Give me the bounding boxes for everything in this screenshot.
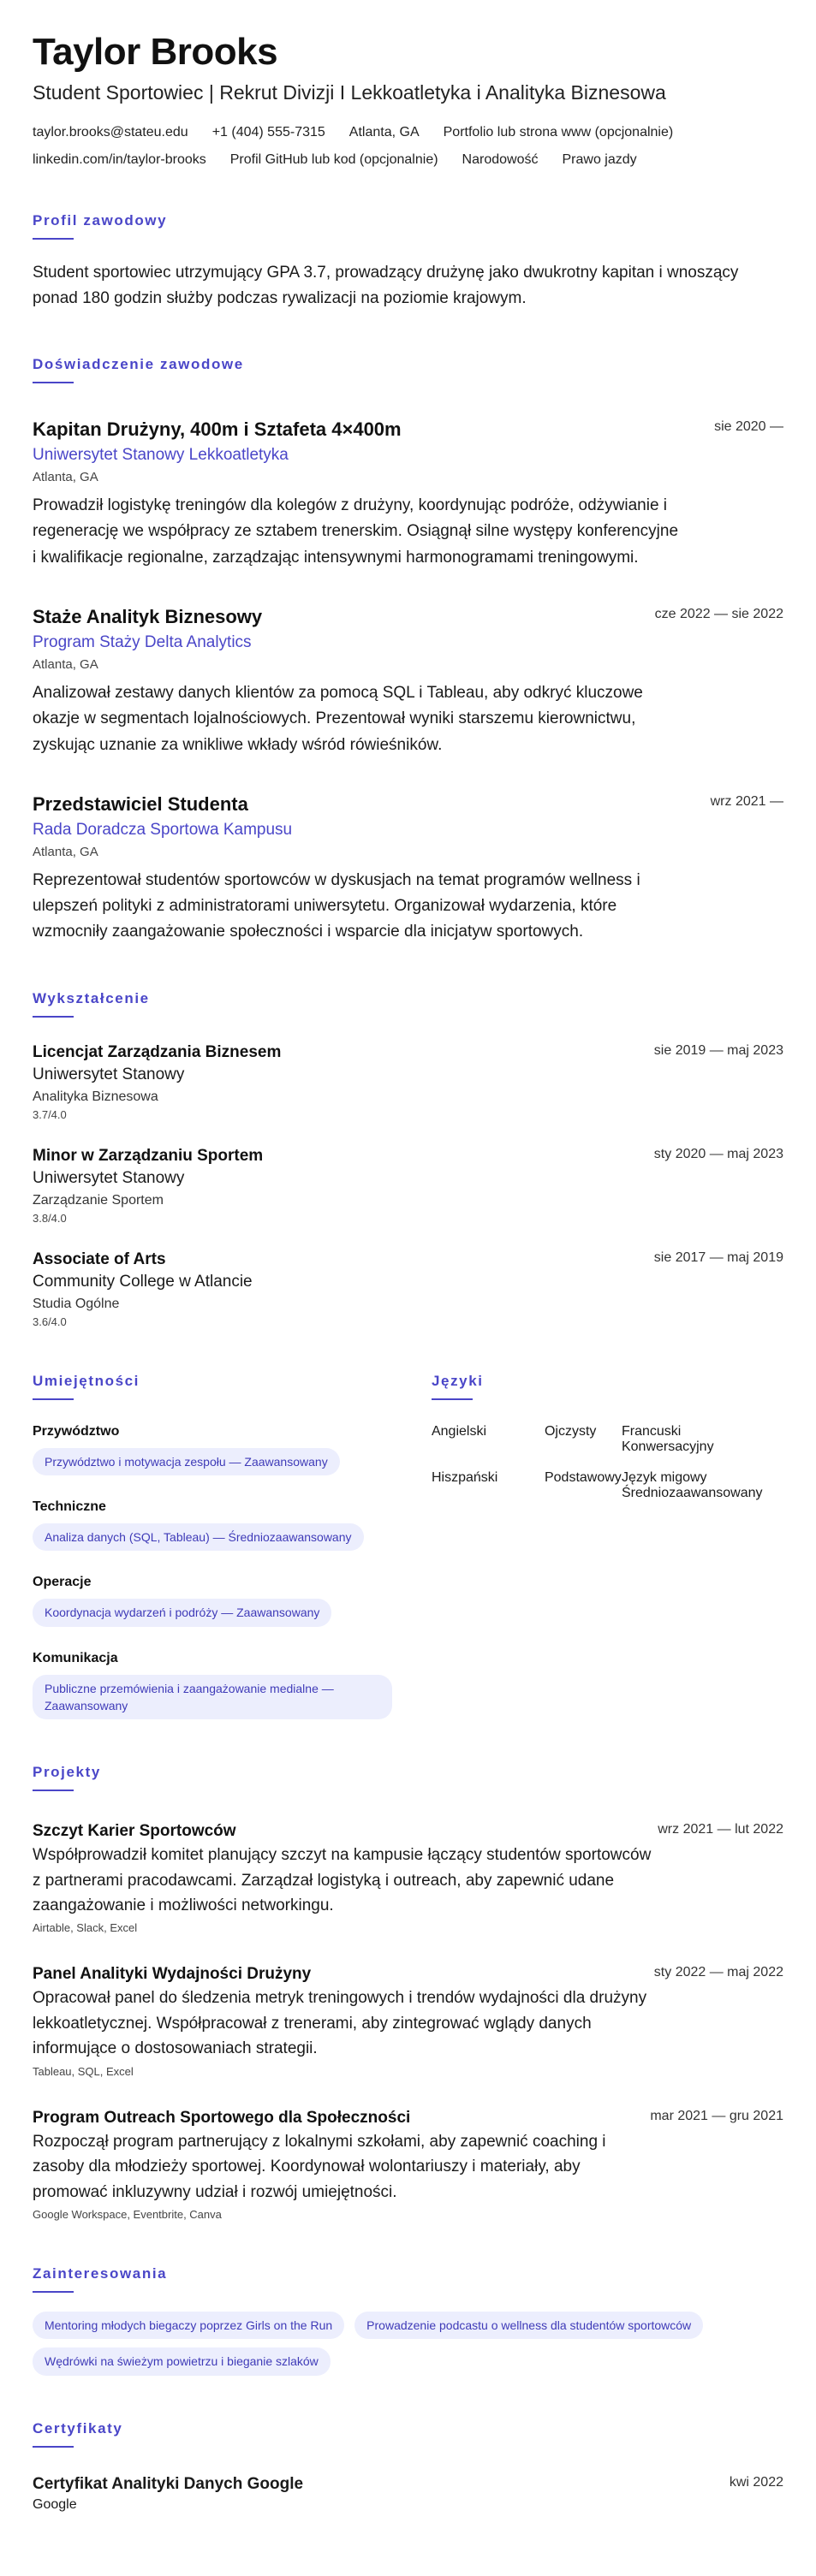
section-divider — [33, 382, 74, 383]
language-extra: Francuski Konwersacyjny — [621, 1423, 714, 1454]
project-date: wrz 2021 — lut 2022 — [658, 1822, 783, 1837]
candidate-headline: Student Sportowiec | Rekrut Divizji I Lekkoatletyka i Analityka Biznesowa — [33, 80, 666, 104]
employer-name: Rada Doradcza Sportowa Kampusu — [33, 820, 293, 839]
project-entry — [33, 1965, 783, 2077]
contact-list — [33, 125, 783, 168]
experience-entry — [33, 605, 783, 758]
skill-pill: Przywództwo i motywacja zespołu — Zaawansowany — [33, 1448, 340, 1475]
contact-portfolio[interactable]: Portfolio lub strona www (opcjonalnie) — [443, 124, 674, 139]
certificates-section — [33, 2420, 783, 2513]
candidate-name: Taylor Brooks — [33, 31, 278, 73]
education-section — [33, 990, 783, 1328]
project-entry — [33, 1822, 783, 1934]
language-extra: Język migowy Średniozaawansowany — [621, 1469, 763, 1500]
skill-category: Przywództwo — [33, 1423, 120, 1439]
section-title-languages: Języki — [431, 1372, 484, 1389]
skill-category: Techniczne — [33, 1499, 106, 1514]
interest-pill: Wędrówki na świeżym powietrzu i bieganie szlaków — [33, 2347, 331, 2375]
job-title: Kapitan Drużyny, 400m i Sztafeta 4×400m — [33, 418, 402, 441]
education-entry — [33, 1147, 783, 1225]
skill-category: Operacje — [33, 1575, 92, 1590]
contact-linkedin[interactable]: linkedin.com/in/taylor-brooks — [33, 151, 206, 167]
profile-summary: Student sportowiec utrzymujący GPA 3.7, prowadzący drużynę jako dwukrotny kapitan i wnoszący ponad 180 godzin służby podczas rywalizacji na poziomie krajowym. — [33, 263, 739, 307]
contact-github[interactable]: Profil GitHub lub kod (opcjonalnie) — [229, 151, 438, 167]
gpa: 3.7/4.0 — [33, 1107, 67, 1121]
contact-email[interactable]: taylor.brooks@stateu.edu — [33, 124, 188, 139]
education-entry — [33, 1250, 783, 1328]
skill-pill: Analiza danych (SQL, Tableau) — Średniozaawansowany — [33, 1523, 364, 1551]
section-divider — [33, 1398, 74, 1400]
language-row — [432, 1424, 783, 1455]
degree-title: Licencjat Zarządzania Biznesem — [33, 1042, 282, 1061]
project-title: Program Outreach Sportowego dla Społeczności — [33, 2108, 411, 2127]
section-title-profile: Profil zawodowy — [33, 211, 168, 229]
section-divider — [33, 238, 74, 240]
gpa: 3.8/4.0 — [33, 1211, 67, 1225]
project-title: Panel Analityki Wydajności Drużyny — [33, 1965, 312, 1984]
field-of-study: Analityka Biznesowa — [33, 1089, 158, 1104]
resume-header — [33, 31, 783, 168]
project-tools: Airtable, Slack, Excel — [33, 1921, 138, 1935]
job-title: Przedstawiciel Studenta — [33, 792, 248, 815]
language-name: Angielski — [431, 1423, 486, 1439]
education-entry — [33, 1043, 783, 1121]
skills-section — [33, 1328, 426, 1719]
certificate-entry — [33, 2475, 783, 2513]
education-date: sty 2020 — maj 2023 — [653, 1146, 783, 1161]
degree-title: Associate of Arts — [33, 1249, 166, 1268]
languages-section — [432, 1328, 783, 1719]
certificate-issuer: Google — [33, 2496, 77, 2512]
skill-category: Komunikacja — [33, 1650, 118, 1665]
degree-title: Minor w Zarządzaniu Sportem — [33, 1146, 264, 1165]
certificate-title: Certyfikat Analityki Danych Google — [33, 2474, 304, 2493]
skill-pill: Koordynacja wydarzeń i podróży — Zaawansowany — [33, 1599, 331, 1626]
project-date: mar 2021 — gru 2021 — [650, 2108, 783, 2123]
job-date: sie 2020 — — [714, 419, 783, 435]
gpa: 3.6/4.0 — [33, 1315, 67, 1328]
job-location: Atlanta, GA — [33, 844, 98, 859]
project-date: sty 2022 — maj 2022 — [653, 1965, 783, 1980]
job-location: Atlanta, GA — [33, 656, 98, 672]
experience-entry — [33, 792, 783, 946]
job-description: Reprezentował studentów sportowców w dyskusjach na temat programów wellness i ulepszeń polityki z administratorami uniwersytetu. Organizował wydarzenia, które wzmocniły zaangażowanie społeczności i wsparcie dla inicjatyw sportowych. — [33, 870, 640, 941]
contact-location: Atlanta, GA — [348, 124, 420, 139]
project-description: Opracował panel do śledzenia metryk treningowych i trendów wydajności dla drużyny lekkoatletycznej. Współpracował z trenerami, aby zintegrować wglądy danych informujące o dostosowaniach strategii. — [33, 1989, 647, 2058]
project-title: Szczyt Karier Sportowców — [33, 1822, 236, 1841]
contact-nationality: Narodowość — [462, 151, 539, 167]
experience-entry — [33, 418, 783, 571]
section-divider — [33, 1790, 74, 1791]
project-description: Współprowadził komitet planujący szczyt na kampusie łączący studentów sportowców z partnerami pracodawcami. Zarządzał logistyką i outreach, aby zapewnić udane zaangażowanie i możliwości networkingu. — [33, 1846, 652, 1915]
skills-languages-row — [33, 1328, 783, 1719]
job-description: Analizował zestawy danych klientów za pomocą SQL i Tableau, aby odkryć kluczowe okazje w segmentach lojalnościowych. Prezentował wyniki starszemu kierownictwu, zyskując uznanie za wnikliwe wkłady wśród rówieśników. — [33, 683, 643, 754]
school-name: Community College w Atlancie — [33, 1272, 253, 1291]
interests-list — [33, 2312, 783, 2376]
section-divider — [33, 2291, 74, 2293]
section-title-interests: Zainteresowania — [33, 2265, 168, 2282]
section-divider — [33, 2446, 74, 2448]
profile-section — [33, 212, 783, 312]
interest-pill: Prowadzenie podcastu o wellness dla studentów sportowców — [354, 2312, 703, 2339]
job-location: Atlanta, GA — [33, 469, 98, 484]
contact-phone[interactable]: +1 (404) 555-7315 — [211, 124, 325, 139]
section-divider — [432, 1398, 473, 1400]
interest-pill: Mentoring młodych biegaczy poprzez Girls on the Run — [33, 2312, 344, 2339]
job-description: Prowadził logistykę treningów dla kolegów z drużyny, koordynując podróże, odżywianie i regenerację we współpracy ze sztabem trenerskim. Osiągnął silne występy konferencyjne i kwalifikacje regionalne, zarządzając intensywnymi harmonogramami treningowymi. — [33, 496, 679, 567]
projects-section — [33, 1764, 783, 2221]
job-title: Staże Analityk Biznesowy — [33, 606, 263, 628]
project-tools: Google Workspace, Eventbrite, Canva — [33, 2208, 222, 2222]
job-date: wrz 2021 — — [710, 793, 783, 809]
language-row — [432, 1470, 783, 1501]
skill-pill: Publiczne przemówienia i zaangażowanie medialne — Zaawansowany — [33, 1675, 392, 1720]
field-of-study: Zarządzanie Sportem — [33, 1192, 164, 1208]
language-level: Podstawowy — [544, 1469, 622, 1485]
language-level: Ojczysty — [544, 1423, 597, 1439]
education-date: sie 2017 — maj 2019 — [653, 1249, 783, 1265]
job-date: cze 2022 — sie 2022 — [654, 607, 783, 622]
section-title-experience: Doświadczenie zawodowe — [33, 356, 244, 373]
school-name: Uniwersytet Stanowy — [33, 1065, 185, 1083]
section-divider — [33, 1016, 74, 1018]
school-name: Uniwersytet Stanowy — [33, 1168, 185, 1187]
project-description: Rozpoczął program partnerujący z lokalnymi szkołami, aby zapewnić coaching i zasoby dla młodzieży sportowej. Koordynował wolontariuszy i materiały, aby promować inkluzywny udział i rozwój umiejętności. — [33, 2132, 606, 2201]
project-tools: Tableau, SQL, Excel — [33, 2064, 134, 2078]
employer-name: Program Staży Delta Analytics — [33, 632, 252, 651]
experience-section — [33, 356, 783, 945]
employer-name: Uniwersytet Stanowy Lekkoatletyka — [33, 445, 289, 464]
education-date: sie 2019 — maj 2023 — [653, 1042, 783, 1058]
certificate-date: kwi 2022 — [729, 2474, 783, 2490]
contact-driving-license: Prawo jazdy — [562, 151, 637, 167]
language-name: Hiszpański — [431, 1469, 498, 1485]
section-title-education: Wykształcenie — [33, 989, 150, 1006]
section-title-projects: Projekty — [33, 1764, 101, 1781]
section-title-skills: Umiejętności — [33, 1372, 140, 1389]
field-of-study: Studia Ogólne — [33, 1296, 120, 1311]
interests-section — [33, 2265, 783, 2376]
section-title-certificates: Certyfikaty — [33, 2419, 123, 2437]
project-entry — [33, 2109, 783, 2221]
